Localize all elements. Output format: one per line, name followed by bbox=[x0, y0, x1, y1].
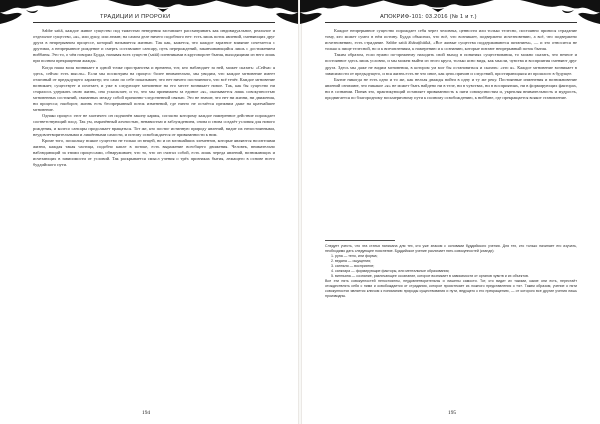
ornament-top-center bbox=[382, 0, 494, 24]
footnote-item: 5. винньяна — сознание, различающее осознание, которое возникает в зависимости от органов чувств и их объектов. bbox=[335, 274, 577, 279]
footnotes bbox=[325, 240, 577, 299]
paragraph: Таким образом, если нужно по-прежнему находить свой выход в понятиях существования, то можно сказать, что вечное и постоянное здесь лишь условно, и мы можем выйти из этого круга, только ясно видя, как мысли, чувства и восприятия сменяют друг друга. Здесь мы даже не видим мгновения, в котором ум мог бы остановиться и сказать: «это я». Каждое мгновение возникает в зависимости от предыдущего, и вся жизнь есть не что иное, как цепь причин и следствий, простирающаяся из прошлого в будущее. bbox=[325, 52, 577, 76]
header-rule bbox=[325, 22, 577, 23]
paragraph: Когда наша воля возникает в одной точке пространства и времени, тот, кто наблюдает за ней, может сказать: «Сейчас я здесь, сейчас есть мысль». Если мы посмотрим на процесс более внимательно, мы увидим, что каждое мгновение имеет отличный от предыдущего характер; это само по себе показывает, что нет ничего постоянного, что всё течёт. Каждое мгновение возникает, существует и исчезает, и уже в следующее мгновение на его месте возникает новое. Так, как бы существо ни старалось удержать свою жизнь, она ускользает, и то, что мы принимаем за единое «я», оказывается лишь совокупностью мгновенных состояний, связанных между собой причинно-следственной связью. Это не значит, что нет ни жизни, ни движения, ни процесса; наоборот, жизнь есть беспрерывный поток изменений, где ничто не остаётся прежним даже на кратчайшее мгновение. bbox=[33, 64, 275, 113]
page-number: 195 bbox=[448, 410, 457, 416]
paragraph: Однако процесс этот не хаотичен: он подчинён закону кармы, согласно которому каждое намеренное действие порождает соответствующий плод. Так ум, омрачённый алчностью, ненавистью и заблуждением, снова и снова создаёт условия для нового рождения, и колесо сансары продолжает вращаться. Тот же, кто постиг истинную природу явлений, видит их непостоянными, неудовлетворительными и лишёнными самости, и потому освобождается от привязанности к ним. bbox=[33, 113, 275, 137]
ornament-left-corner bbox=[300, 0, 386, 24]
paragraph: Кроме того, поскольку всякое существо не только из вещей, но и из мельчайших элементов, которые являются носителями жизни, каждая такая частица, подобно капле в потоке, есть выражение всеобщего движения. Человек, внимательно наблюдающий за этими процессами, обнаруживает, что то, что он считал собой, есть лишь череда явлений, возникающих и исчезающих в зависимости от условий. Так раскрывается смысл учения о трёх признаках бытия, лежащего в основе всего буддийского пути. bbox=[33, 137, 275, 168]
ornament-right bbox=[520, 0, 600, 24]
body-text bbox=[325, 28, 577, 101]
ornament-top-center bbox=[108, 0, 218, 24]
header-rule bbox=[33, 22, 275, 23]
footnote-outro: Все эти пять совокупностей непостоянны, неудовлетворительны и лишены самости. Тот, кто видит их такими, какие они есть, перестаёт отождествлять себя с ними и освобождается от страдания, которое проистекает из ложного представления о «я». Таким образом, учение о пяти совокупностях является ключом к пониманию природы существования и пути, ведущего к его прекращению, — от которого все другие учения лишь производны. bbox=[325, 279, 577, 298]
footnote-item: 4. санкхара — формирующие факторы, или ментальные образования; bbox=[335, 269, 577, 274]
ornament-right-corner bbox=[214, 0, 298, 24]
ornament-left bbox=[0, 0, 80, 24]
paragraph: Sabbe sattā, каждое живое существо под тяжестью неведения заставляет рассматривать как индивидуальное, реальное и отдельное существо, «я», или душу, или атман; на самом деле ничего подобного нет: есть лишь поток явлений, сменяющих друг друга в непрерывном процессе, который называется жизнью. Так как, кажется, что каждое заразное влияние сочетается с другими, а непрерывное рождение и смерть составляют сансару, путь перерождений, заканчивающийся лишь с достижением ниббаны. Это то, о чём говорил Будда, называя всех существ (sattā) пленниками в круговороте бытия, выходящими из него лишь при полном прекращении жажды. bbox=[33, 28, 275, 64]
paragraph: Каждое непрерывное существо порождает себя через человека, ценности или только телесно, постоянно принося страдание тому, кто может сумел в нём истину. Будда объяснил, что всё, что возникает, подвержено исчезновению, а всё, что подвержено исчезновению, есть страдание. Sabbe sattā āhāraṭṭhitikā, «Все живые существа поддерживаются питанием», — и это относится не только к пище телесной, но и к впечатлениям, к намерению и к сознанию, которые питают непрерывный поток бытия. bbox=[325, 28, 577, 52]
footnote-list bbox=[325, 254, 577, 279]
right-page bbox=[300, 0, 600, 424]
footnote-item: 1. рупа — тело, или форма; bbox=[335, 254, 577, 259]
footnote-intro: Следует учесть, что эта статья написана для тех, кто уже знаком с основами буддийского учения. Для тех, кто только начинает его изучать, необходимо дать следующее пояснение. Буддийское учение различает пять совокупностей (кхандх): bbox=[325, 244, 577, 253]
body-text bbox=[33, 28, 275, 168]
footnote-item: 2. ведана — ощущения; bbox=[335, 259, 577, 264]
running-head: АПОКРИФ-101: 03.2016 (№ 1 и т.) bbox=[380, 14, 477, 20]
footnote-item: 3. санньня — восприятие; bbox=[335, 264, 577, 269]
page-number: 194 bbox=[142, 410, 151, 416]
paragraph: Бытие никогда не есть одно и то же, как нельзя дважды войти в одну и ту же реку. Постоянные изменения и возникновение явлений означают, что никакое «я» не может быть найдено ни в теле, ни в чувствах, ни в восприятиях, ни в формирующих факторах, ни в сознании. Поняв это, практикующий оставляет привязанность к пяти совокупностям и, укрепляя внимательность и мудрость, продвигается по благородному восьмеричному пути к полному освобождению, к ниббане, где прекращается всякое становление. bbox=[325, 76, 577, 101]
footnote-rule bbox=[325, 240, 395, 241]
running-head: ТРАДИЦИИ И ПРОРОКИ bbox=[100, 14, 171, 20]
